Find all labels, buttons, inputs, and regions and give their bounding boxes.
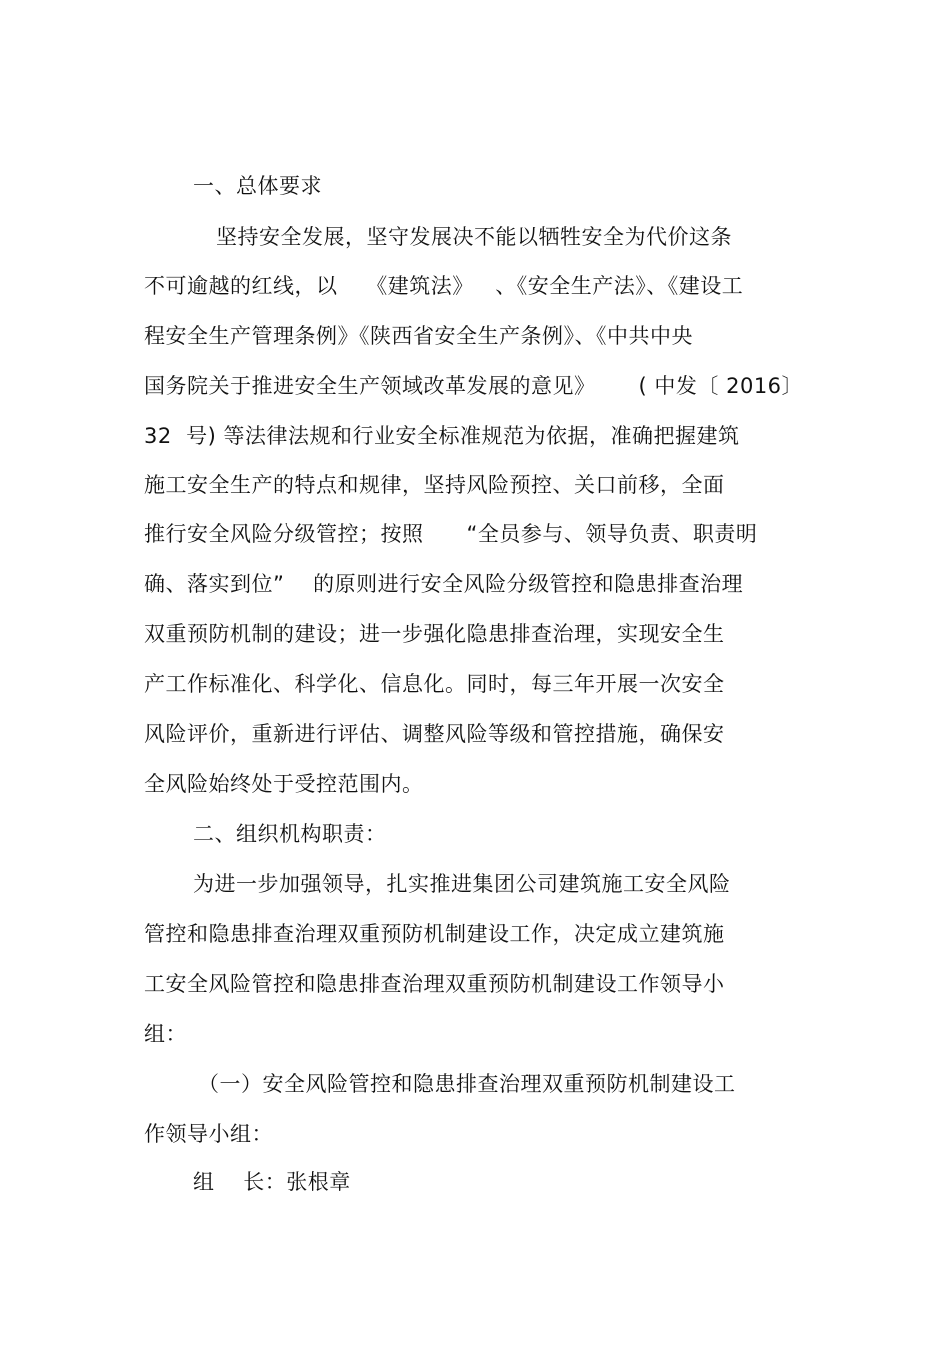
- section-2-line-2: 管控和隐患排查治理双重预防机制建设工作，决定成立建筑施: [144, 922, 725, 946]
- section-1-line-6: 施工安全生产的特点和规律，坚持风险预控、关口前移，全面: [144, 473, 725, 497]
- section-1-line-5: 32 号) 等法律法规和行业安全标准规范为依据，准确把握建筑: [144, 424, 740, 448]
- section-1-line-3: 程安全生产管理条例》《陕西省安全生产条例》、《中共中央: [144, 324, 693, 348]
- section-1-line-9: 双重预防机制的建设；进一步强化隐患排查治理，实现安全生: [144, 622, 725, 646]
- group-leader-line: 组 长：张根章: [193, 1170, 351, 1194]
- section-1-line-4: 国务院关于推进安全生产领域改革发展的意见》 ( 中发〔 2016〕: [144, 374, 804, 398]
- section-1-line-11: 风险评价，重新进行评估、调整风险等级和管控措施，确保安: [144, 722, 725, 746]
- subsection-heading-line-1: （一）安全风险管控和隐患排查治理双重预防机制建设工: [198, 1072, 736, 1096]
- section-1-heading: 一、总体要求: [193, 174, 322, 198]
- section-1-line-12: 全风险始终处于受控范围内。: [144, 772, 424, 796]
- section-1-line-2: 不可逾越的红线，以 《建筑法》 、《安全生产法》、《建设工: [144, 274, 744, 298]
- subsection-heading-line-2: 作领导小组：: [144, 1122, 273, 1146]
- section-1-line-7: 推行安全风险分级管控；按照 “全员参与、领导负责、职责明: [144, 522, 758, 546]
- section-1-line-8: 确、落实到位” 的原则进行安全风险分级管控和隐患排查治理: [144, 572, 744, 596]
- section-2-line-3: 工安全风险管控和隐患排查治理双重预防机制建设工作领导小: [144, 972, 725, 996]
- section-2-line-4: 组：: [144, 1022, 187, 1046]
- section-2-heading: 二、组织机构职责：: [193, 822, 387, 846]
- section-1-line-10: 产工作标准化、科学化、信息化。同时，每三年开展一次安全: [144, 672, 725, 696]
- section-1-line-1: 坚持安全发展，坚守发展决不能以牺牲安全为代价这条: [216, 225, 732, 249]
- section-2-line-1: 为进一步加强领导，扎实推进集团公司建筑施工安全风险: [193, 872, 731, 896]
